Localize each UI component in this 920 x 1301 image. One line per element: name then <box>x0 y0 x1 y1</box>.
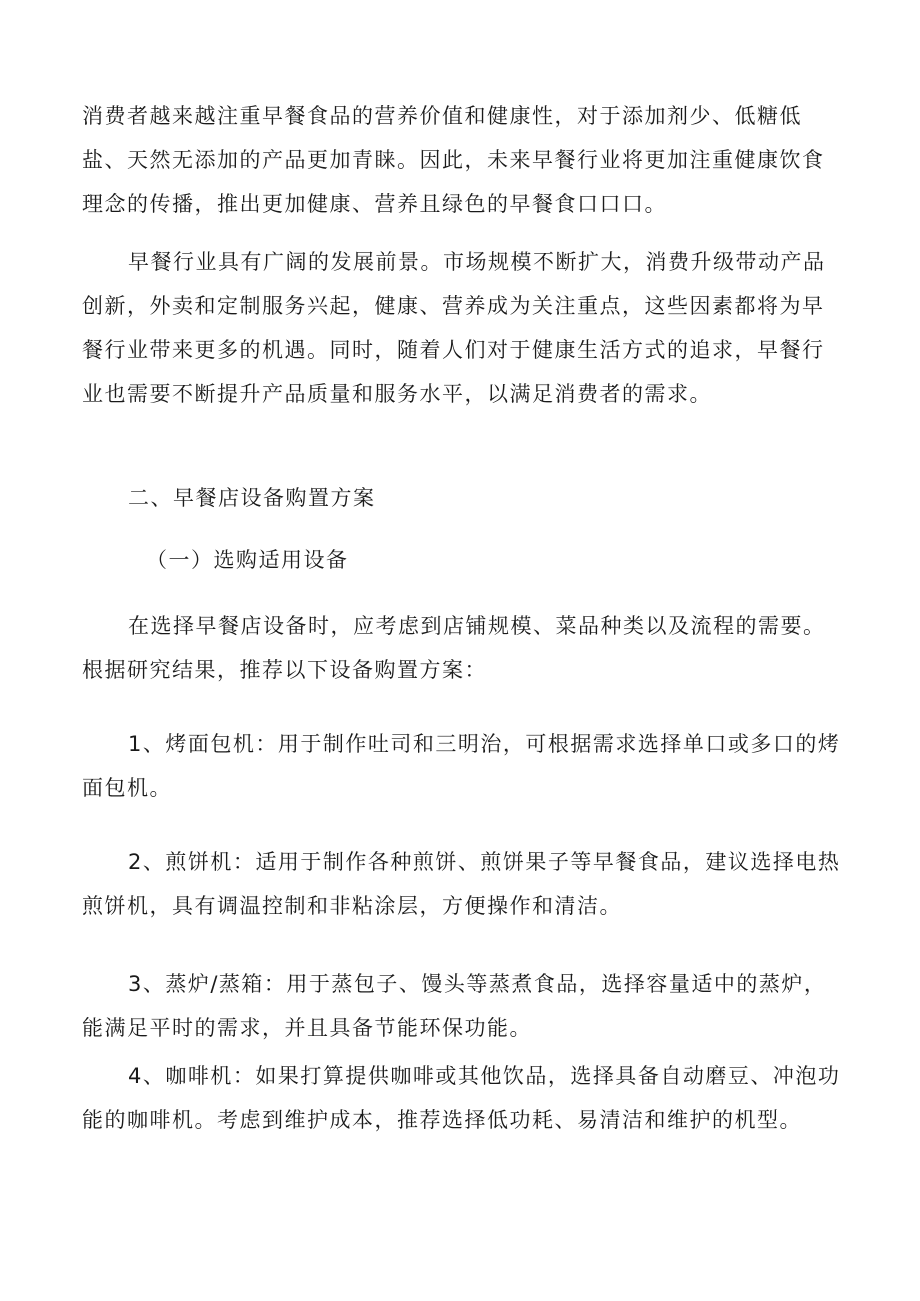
subsection-heading: （一）选购适用设备 <box>146 548 349 572</box>
list-item-coffee-machine: 4、咖啡机：如果打算提供咖啡或其他饮品，选择具备自动磨豆、冲泡功能的咖啡机。考虑到维护成本，推荐选择低功耗、易清洁和维护的机型。 <box>82 1064 841 1132</box>
list-item-steamer: 3、蒸炉/蒸箱：用于蒸包子、馒头等蒸煮食品，选择容量适中的蒸炉，能满足平时的需求，并且具备节能环保功能。 <box>82 972 827 1040</box>
paragraph-health-trend: 消费者越来越注重早餐食品的营养价值和健康性，对于添加剂少、低糖低盐、天然无添加的产品更加青睐。因此，未来早餐行业将更加注重健康饮食理念的传播，推出更加健康、营养且绿色的早餐食口口口。 <box>82 104 825 216</box>
list-item-crepe-machine: 2、煎饼机：适用于制作各种煎饼、煎饼果子等早餐食品，建议选择电热煎饼机，具有调温控制和非粘涂层，方便操作和清洁。 <box>82 850 841 918</box>
section-heading: 二、早餐店设备购置方案 <box>128 486 376 510</box>
paragraph-industry-outlook: 早餐行业具有广阔的发展前景。市场规模不断扩大，消费升级带动产品创新，外卖和定制服务兴起，健康、营养成为关注重点，这些因素都将为早餐行业带来更多的机遇。同时，随着人们对于健康生活方式的追求，早餐行业也需要不断提升产品质量和服务水平，以满足消费者的需求。 <box>82 250 826 406</box>
list-item-toaster: 1、烤面包机：用于制作吐司和三明治，可根据需求选择单口或多口的烤面包机。 <box>82 732 841 800</box>
paragraph-equipment-intro: 在选择早餐店设备时，应考虑到店铺规模、菜品种类以及流程的需要。根据研究结果，推荐以下设备购置方案： <box>82 614 826 682</box>
